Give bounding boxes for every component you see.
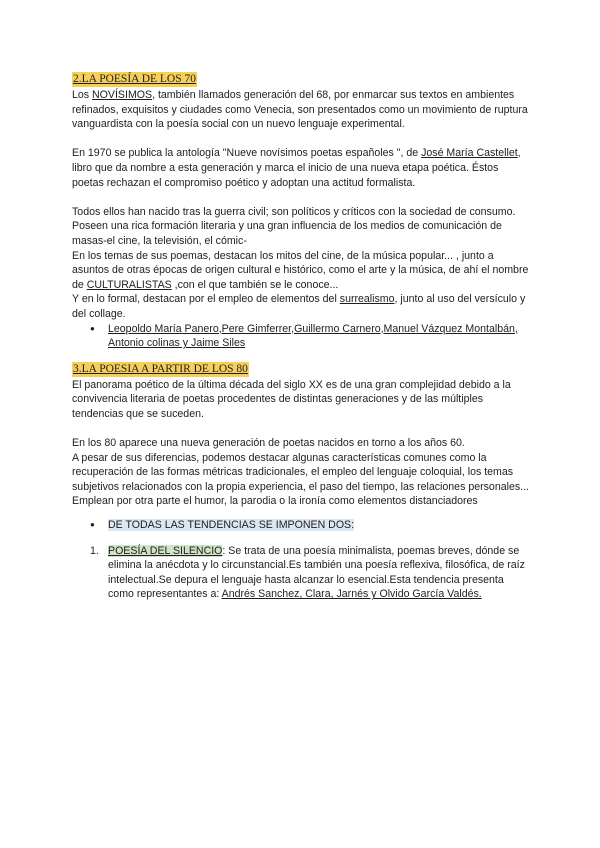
paragraph-formal	[72, 292, 532, 321]
paragraph-caracteristicas: A pesar de sus diferencias, podemos destacar algunas características comunes como la recuperación de las formas métricas tradicionales, el empleo del lenguaje coloquial, los temas subjetivos relacionados con la propia experiencia, el paso del tiempo, las relaciones personales...	[72, 451, 529, 493]
novisimos-link[interactable]: NOVÍSIMOS	[92, 89, 153, 101]
paragraph-guerra-civil: Todos ellos han nacido tras la guerra civil; son políticos y críticos con la sociedad de consumo.	[72, 205, 516, 218]
text-span: , junto al uso del versículo y del collage.	[72, 293, 526, 320]
text-span: Los	[72, 89, 93, 101]
bullet-icon: ●	[90, 323, 95, 333]
section-heading-70s: 2.LA POESÍA DE LOS 70	[73, 73, 196, 85]
poets-link[interactable]: Leopoldo María Panero,Pere Gimferrer,Guillermo Carnero,Manuel Vázquez Montalbán, Antonio colinas y Jaime Siles	[108, 322, 518, 350]
paragraph-novisimos	[72, 88, 532, 132]
poesia-silencio-label: POESÍA DEL SILENCIO	[108, 544, 223, 557]
bullet-icon: ●	[90, 520, 95, 530]
culturalistas-link[interactable]: CULTURALISTAS	[86, 278, 172, 291]
tendencias-numbered-list	[72, 544, 532, 602]
text-span: , libro que da nombre a esta generación y marca el inicio de una nueva etapa poética. Éstos poetas rechazan el compromiso poético y adoptan una actitud formalista.	[72, 147, 521, 189]
list-item	[72, 322, 532, 351]
document-body	[72, 72, 532, 602]
section-heading-80s: 3.LA POESIA A PARTIR DE LOS 80	[73, 362, 248, 375]
list-item	[72, 544, 532, 602]
tendencias-heading: DE TODAS LAS TENDENCIAS SE IMPONEN DOS:	[108, 519, 355, 532]
tendencias-list	[72, 518, 532, 533]
list-number: 1.	[90, 544, 99, 557]
poets-list	[72, 322, 532, 351]
surrealismo-link[interactable]: surrealismo	[339, 293, 395, 306]
paragraph-humor: Emplean por otra parte el humor, la parodia o la ironía como elementos distanciadores	[72, 495, 478, 508]
text-span: , también llamados generación del 68, por enmarcar sus textos en ambientes refinados, exquisitos y ciudades como Venecia, son presentados como un movimiento de ruptura vanguardista con la poesía social con un nuevo lenguaje experimental.	[72, 89, 528, 131]
paragraph-panorama: El panorama poético de la última década del siglo XX es de una gran complejidad debido a la convivencia literaria de poetas procedentes de distintas generaciones y de las múltiples tendencias que se suceden.	[72, 378, 511, 420]
paragraph-antologia	[72, 146, 532, 190]
text-span: ,con el que también se le conoce...	[171, 278, 339, 291]
castellet-link[interactable]: José María Castellet	[421, 147, 518, 160]
paragraph-formacion: Poseen una rica formación literaria y una gran influencia de los medios de comunicación de masas-el cine, la televisión, el cómic-	[72, 220, 502, 247]
list-item	[72, 518, 532, 533]
text-span: : Se trata de una poesía minimalista, poemas breves, dónde se elimina la anécdota y lo circunstancial.Es también una poesía reflexiva, filosófica, de raíz intelectual.Se depura el lenguaje hasta alcanzar lo esencial.Esta tendencia presenta como representantes a:	[108, 544, 525, 601]
text-span: Y en lo formal, destacan por el empleo de elementos del	[72, 293, 340, 306]
text-span: En 1970 se publica la antología "Nueve novísimos poetas españoles ", de	[72, 147, 422, 160]
paragraph-nueva-generacion: En los 80 aparece una nueva generación de poetas nacidos en torno a los años 60.	[72, 437, 465, 450]
authors-link[interactable]: Andrés Sanchez, Clara, Jarnés y Olvido García Valdés.	[221, 588, 482, 601]
text-span: En los temas de sus poemas, destacan los mitos del cine, de la música popular... , junto a asuntos de otras épocas de origen cultural e histórico, como el arte y la música, de ahí el nombre de	[72, 249, 529, 291]
paragraph-temas	[72, 249, 532, 293]
